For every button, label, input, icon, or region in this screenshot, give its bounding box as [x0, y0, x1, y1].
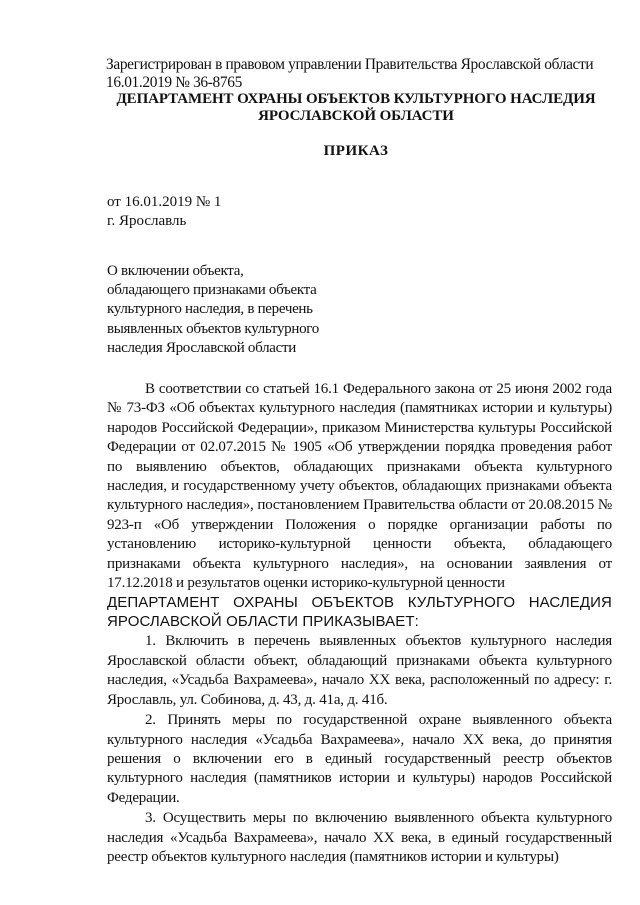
- registration-line: Зарегистрирован в правовом управлении Правительства Ярославской области: [106, 56, 594, 73]
- order-date-number: от 16.01.2019 № 1: [107, 194, 222, 210]
- order-item-2: 2. Принять меры по государственной охране выявленного объекта культурного наследия «Усадьба Вахрамеева», начало XX века, до принятия решения о включении его в единый государственный реестр объектов культурного наследия (памятников истории и культуры) народов Российской Федерации.: [107, 712, 612, 806]
- department-name-line1: ДЕПАРТАМЕНТ ОХРАНЫ ОБЪЕКТОВ КУЛЬТУРНОГО НАСЛЕДИЯ: [116, 91, 596, 107]
- order-body: [107, 380, 612, 867]
- orders-statement: ДЕПАРТАМЕНТ ОХРАНЫ ОБЪЕКТОВ КУЛЬТУРНОГО НАСЛЕДИЯ ЯРОСЛАВСКОЙ ОБЛАСТИ ПРИКАЗЫВАЕТ:: [107, 594, 612, 630]
- order-subject: [107, 262, 407, 358]
- department-name-line2: ЯРОСЛАВСКОЙ ОБЛАСТИ: [258, 108, 454, 124]
- order-city: г. Ярославль: [107, 213, 187, 229]
- department-header: [100, 91, 612, 125]
- order-item-3: 3. Осуществить меры по включению выявленного объекта культурного наследия «Усадьба Вахрамеева», начало XX века, в единый государственный реестр объектов культурного наследия (памятников истории и культуры): [107, 810, 612, 865]
- subject-line: культурного наследия, в перечень: [107, 301, 313, 318]
- subject-line: обладающего признаками объекта: [107, 282, 317, 299]
- subject-line: наследия Ярославской области: [107, 339, 296, 356]
- subject-line: О включении объекта,: [107, 263, 244, 279]
- registration-stamp: [106, 56, 616, 92]
- preamble-paragraph: В соответствии со статьей 16.1 Федерального закона от 25 июня 2002 года № 73-ФЗ «Об объектах культурного наследия (памятниках истории и культуры) народов Российской Федерации», приказом Министерства культуры Российской Федерации от 02.07.2015 № 1905 «Об утверждении порядка проведения работ по выявлению объектов, обладающих признаками объекта культурного наследия, и государственному учету объектов, обладающих признаками объекта культурного наследия», постановлением Правительства области от 20.08.2015 № 923-п «Об утверждении Положения о порядке организации работы по установлению историко-культурной ценности объекта, обладающего признаками объекта культурного наследия», на основании заявления от 17.12.2018 и результатов оценки историко-культурной ценности: [107, 381, 612, 592]
- registration-number: 16.01.2019 № 36-8765: [106, 74, 242, 91]
- order-item-1: 1. Включить в перечень выявленных объектов культурного наследия Ярославской области объект, обладающий признаками объекта культурного наследия, «Усадьба Вахрамеева», начало XX века, расположенный по адресу: г. Ярославль, ул. Собинова, д. 43, д. 41а, д. 41б.: [107, 633, 612, 708]
- subject-line: выявленных объектов культурного: [107, 320, 319, 337]
- date-block: [107, 193, 221, 231]
- document-title: ПРИКАЗ: [323, 143, 389, 159]
